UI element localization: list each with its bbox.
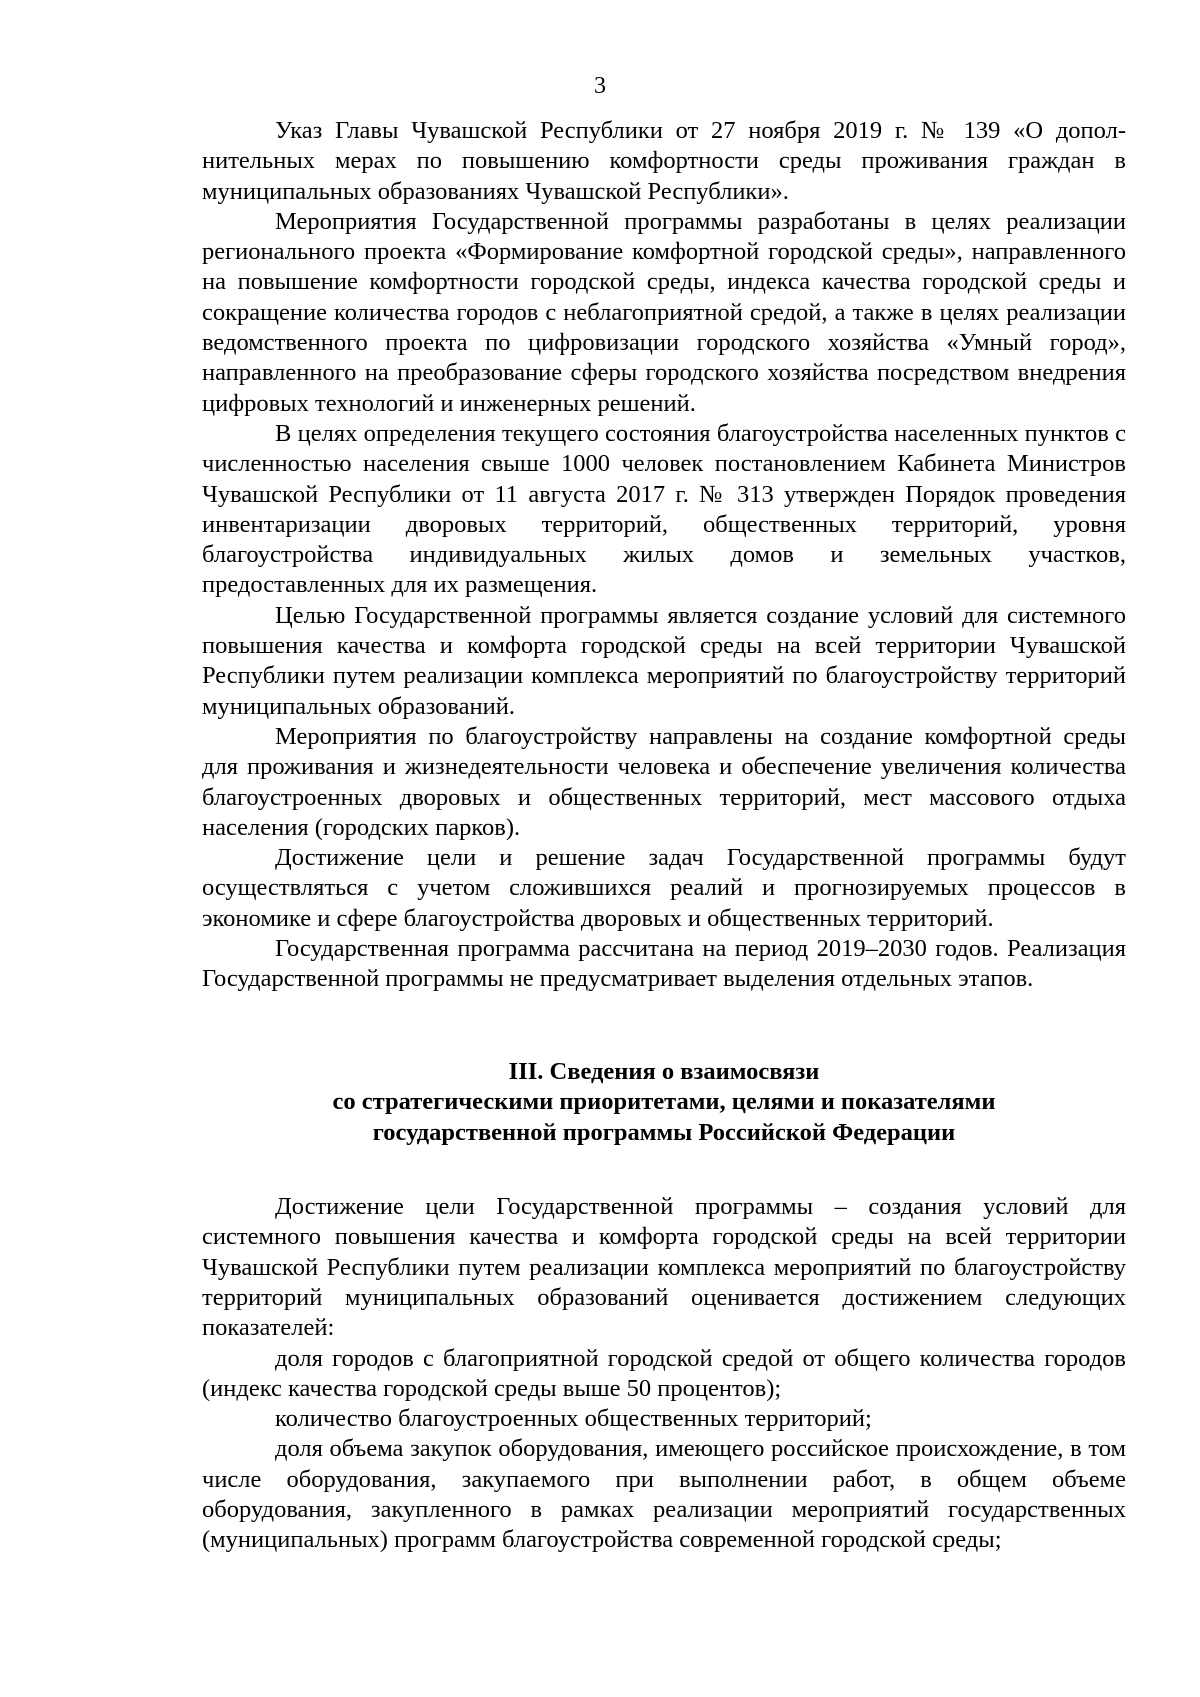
paragraph-improvement-measures: Мероприятия по благоустройству направлены на создание комфортной среды для проживания и жизнедеятельности человека и обеспечение увеличения количества благоустроенных дворовых и общественных территорий, мест массового отдыха населения (городских парков). — [202, 722, 1126, 841]
paragraph-program-measures: Мероприятия Государственной программы разработаны в целях реализации регионального проекта «Формирование комфортной городской среды», направленного на повышение комфортности городской среды, индекса качества городской среды и сокращение количества городов с неблагоприятной средой, а также в целях реализации ведомственного проекта по цифровизации городского хозяйства «Умный город», направленного на преобразование сферы городского хозяйства посредством внедрения цифровых технологий и инженерных решений. — [202, 207, 1126, 417]
section-heading-line-2: со стратегическими приоритетами, целями и показателями — [332, 1088, 996, 1116]
document-body — [202, 116, 1126, 1556]
paragraph-program-period: Государственная программа рассчитана на период 2019–2030 годов. Реализация Государственной программы не предусматривает выделения отдельных этапов. — [202, 935, 1126, 993]
section-heading-line-3: государственной программы Российской Федерации — [372, 1118, 956, 1146]
paragraph-indicator-favorable-cities: доля городов с благоприятной городской средой от общего количества городов (индекс качества городской среды выше 50 процентов); — [202, 1344, 1126, 1402]
paragraph-program-goal: Целью Государственной программы является создание условий для системного повышения качества и комфорта городской среды на всей территории Чувашской Республики путем реализации комплекса мероприятий по благоустройству территорий муниципальных образований. — [202, 601, 1126, 720]
paragraph-decree-reference: Указ Главы Чувашской Республики от 27 ноября 2019 г. № 139 «О дополнительных мерах по повышению комфортности среды проживания граждан в муниципальных образованиях Чувашской Республики». — [202, 117, 1126, 205]
paragraph-indicator-equipment-share: доля объема закупок оборудования, имеющего российское происхождение, в том числе оборудования, закупаемого при выполнении работ, в общем объеме оборудования, закупленного в рамках реализации мероприятий государственных (муниципальных) программ благоустройства современной городской среды; — [202, 1435, 1126, 1554]
section-heading — [202, 1057, 1126, 1149]
paragraph-indicator-public-territories: количество благоустроенных общественных территорий; — [275, 1405, 872, 1433]
section-heading-line-1: III. Сведения о взаимосвязи — [508, 1057, 820, 1085]
page-number: 3 — [594, 73, 606, 99]
paragraph-goal-achievement: Достижение цели и решение задач Государственной программы будут осуществляться с учетом сложившихся реалий и прогнозируемых процессов в экономике и сфере благоустройства дворовых и общественных территорий. — [202, 844, 1126, 932]
paragraph-inventory-procedure: В целях определения текущего состояния благоустройства населенных пунктов с численностью населения свыше 1000 человек постановлением Кабинета Министров Чувашской Республики от 11 августа 2017 г. № 313 утвержден Порядок проведения инвентаризации дворовых территорий, общественных территорий, уровня благоустройства индивидуальных жилых домов и земельных участков, предоставленных для их размещения. — [202, 419, 1126, 599]
paragraph-indicators-intro: Достижение цели Государственной программы – создания условий для системного повышения качества и комфорта городской среды на всей территории Чувашской Республики путем реализации комплекса мероприятий по благоустройству территорий муниципальных образований оценивается достижением следующих показателей: — [202, 1193, 1126, 1342]
